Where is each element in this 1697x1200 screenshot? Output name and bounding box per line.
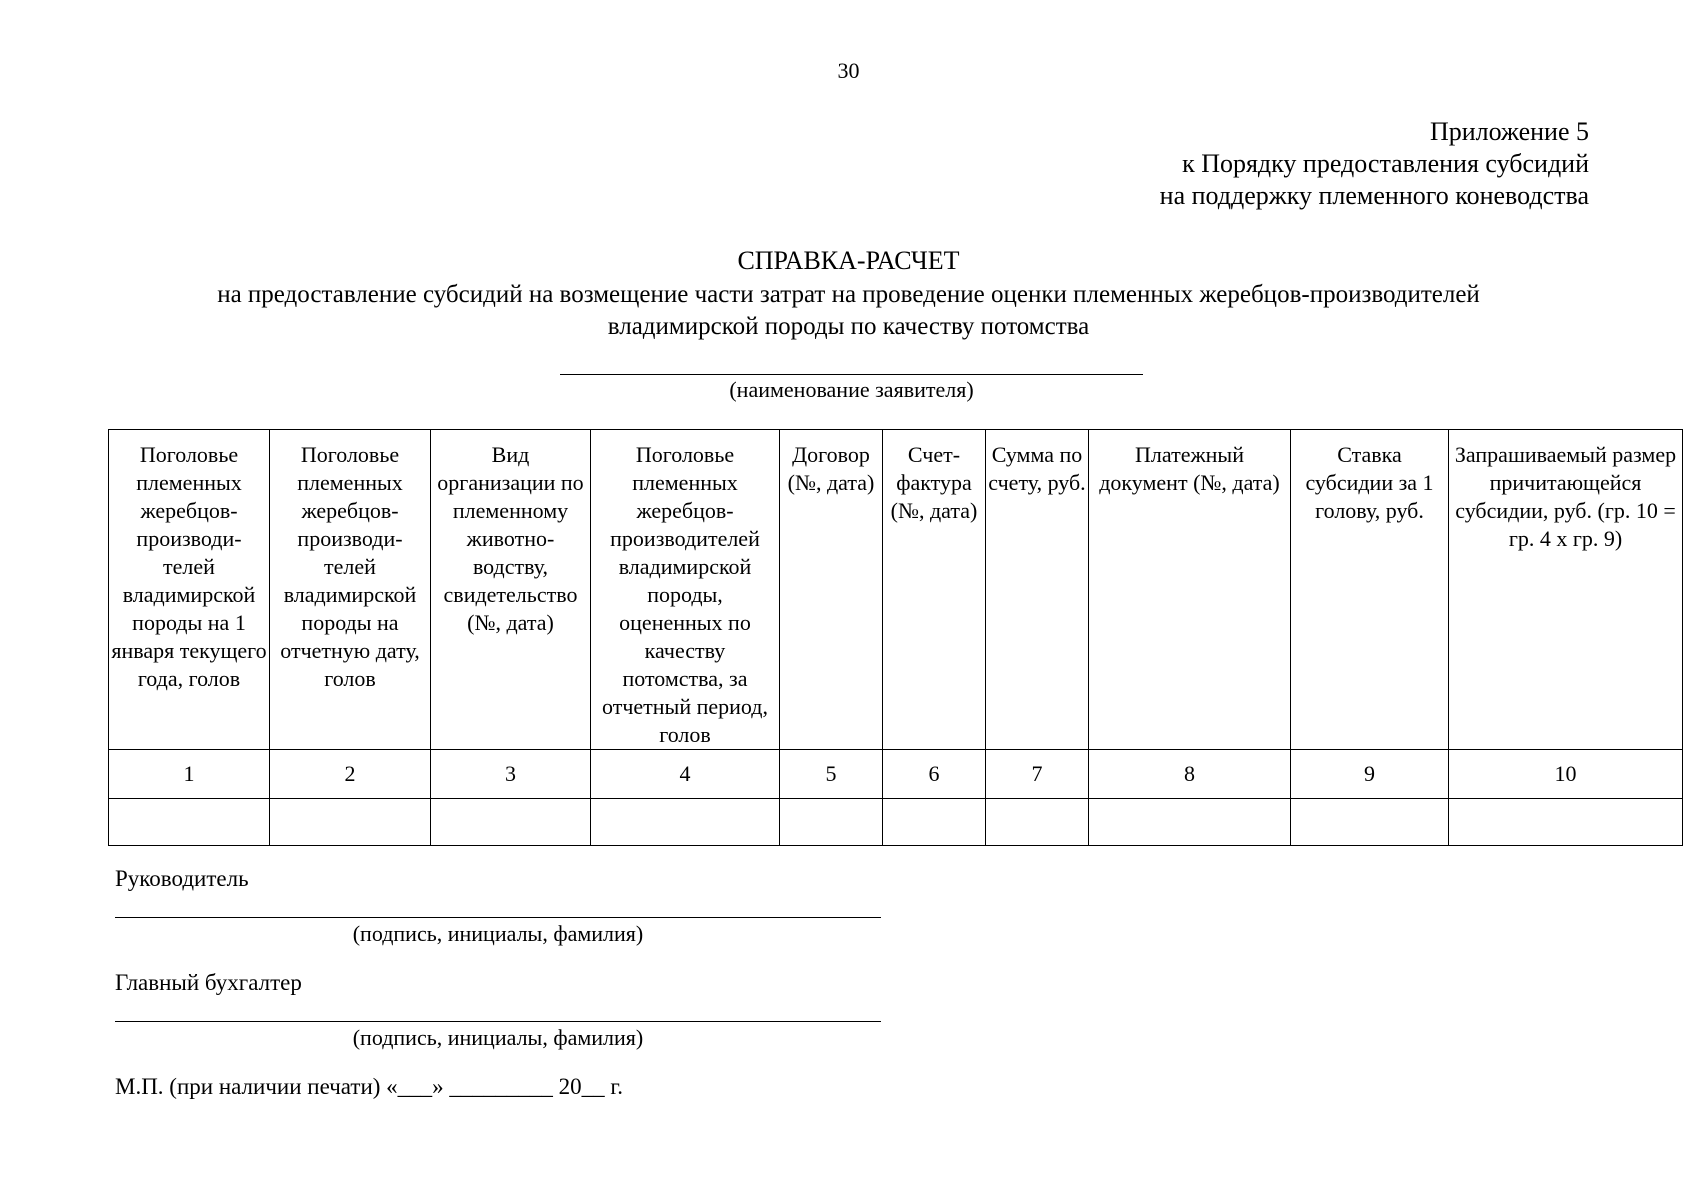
accountant-signature-line bbox=[115, 1021, 881, 1022]
column-number: 2 bbox=[270, 750, 431, 799]
stamp-date-line: М.П. (при наличии печати) «___» _________ 20__ г. bbox=[115, 1074, 624, 1099]
table-cell bbox=[1089, 799, 1291, 846]
column-number: 6 bbox=[883, 750, 986, 799]
head-label: Руководитель bbox=[115, 866, 249, 891]
table-cell bbox=[109, 799, 270, 846]
table-cell bbox=[591, 799, 780, 846]
header-col-7: Сумма по счету, руб. bbox=[986, 430, 1089, 750]
page-number: 30 bbox=[837, 58, 860, 83]
table-cell bbox=[1449, 799, 1683, 846]
table-cell bbox=[780, 799, 883, 846]
table-header-row bbox=[109, 430, 1683, 750]
column-number: 3 bbox=[431, 750, 591, 799]
applicant-name-line bbox=[560, 374, 1143, 375]
document-subtitle bbox=[120, 279, 1577, 343]
accountant-signature-caption: (подпись, инициалы, фамилия) bbox=[352, 1025, 644, 1050]
header-col-2: Поголовье племенных жеребцов-производи-телей владимирской породы на отчетную дату, голов bbox=[270, 430, 431, 750]
column-number: 8 bbox=[1089, 750, 1291, 799]
head-signature-line bbox=[115, 917, 881, 918]
column-number: 7 bbox=[986, 750, 1089, 799]
header-col-6: Счет-фактура (№, дата) bbox=[883, 430, 986, 750]
appendix-line-3: на поддержку племенного коневодства bbox=[1159, 181, 1589, 210]
column-number: 4 bbox=[591, 750, 780, 799]
document-title: СПРАВКА-РАСЧЕТ bbox=[737, 246, 960, 275]
column-number: 1 bbox=[109, 750, 270, 799]
column-number-row bbox=[109, 750, 1683, 799]
table-cell bbox=[1291, 799, 1449, 846]
header-col-3: Вид организации по племенному животно-водству, свидетельство (№, дата) bbox=[431, 430, 591, 750]
header-col-8: Платежный документ (№, дата) bbox=[1089, 430, 1291, 750]
header-col-9: Ставка субсидии за 1 голову, руб. bbox=[1291, 430, 1449, 750]
head-signature-caption: (подпись, инициалы, фамилия) bbox=[352, 921, 644, 946]
table-cell bbox=[986, 799, 1089, 846]
appendix-line-2: к Порядку предоставления субсидий bbox=[1182, 149, 1589, 178]
appendix-reference bbox=[1160, 116, 1589, 212]
subtitle-line-2: владимирской породы по качеству потомства bbox=[607, 313, 1090, 340]
table-cell bbox=[431, 799, 591, 846]
column-number: 9 bbox=[1291, 750, 1449, 799]
header-col-10: Запрашиваемый размер причитающейся субсидии, руб. (гр. 10 = гр. 4 х гр. 9) bbox=[1449, 430, 1683, 750]
table-cell bbox=[883, 799, 986, 846]
appendix-line-1: Приложение 5 bbox=[1429, 117, 1589, 146]
subsidy-calculation-table bbox=[108, 429, 1683, 846]
header-col-1: Поголовье племенных жеребцов-производи-телей владимирской породы на 1 января текущего года, голов bbox=[109, 430, 270, 750]
table-cell bbox=[270, 799, 431, 846]
header-col-4: Поголовье племенных жеребцов-производителей владимирской породы, оцененных по качеству потомства, за отчетный период, голов bbox=[591, 430, 780, 750]
column-number: 5 bbox=[780, 750, 883, 799]
column-number: 10 bbox=[1449, 750, 1683, 799]
data-entry-row bbox=[109, 799, 1683, 846]
header-col-5: Договор (№, дата) bbox=[780, 430, 883, 750]
accountant-label: Главный бухгалтер bbox=[115, 970, 302, 995]
subtitle-line-1: на предоставление субсидий на возмещение части затрат на проведение оценки племенных жеребцов-производителей bbox=[217, 281, 1480, 308]
applicant-caption: (наименование заявителя) bbox=[729, 377, 974, 402]
